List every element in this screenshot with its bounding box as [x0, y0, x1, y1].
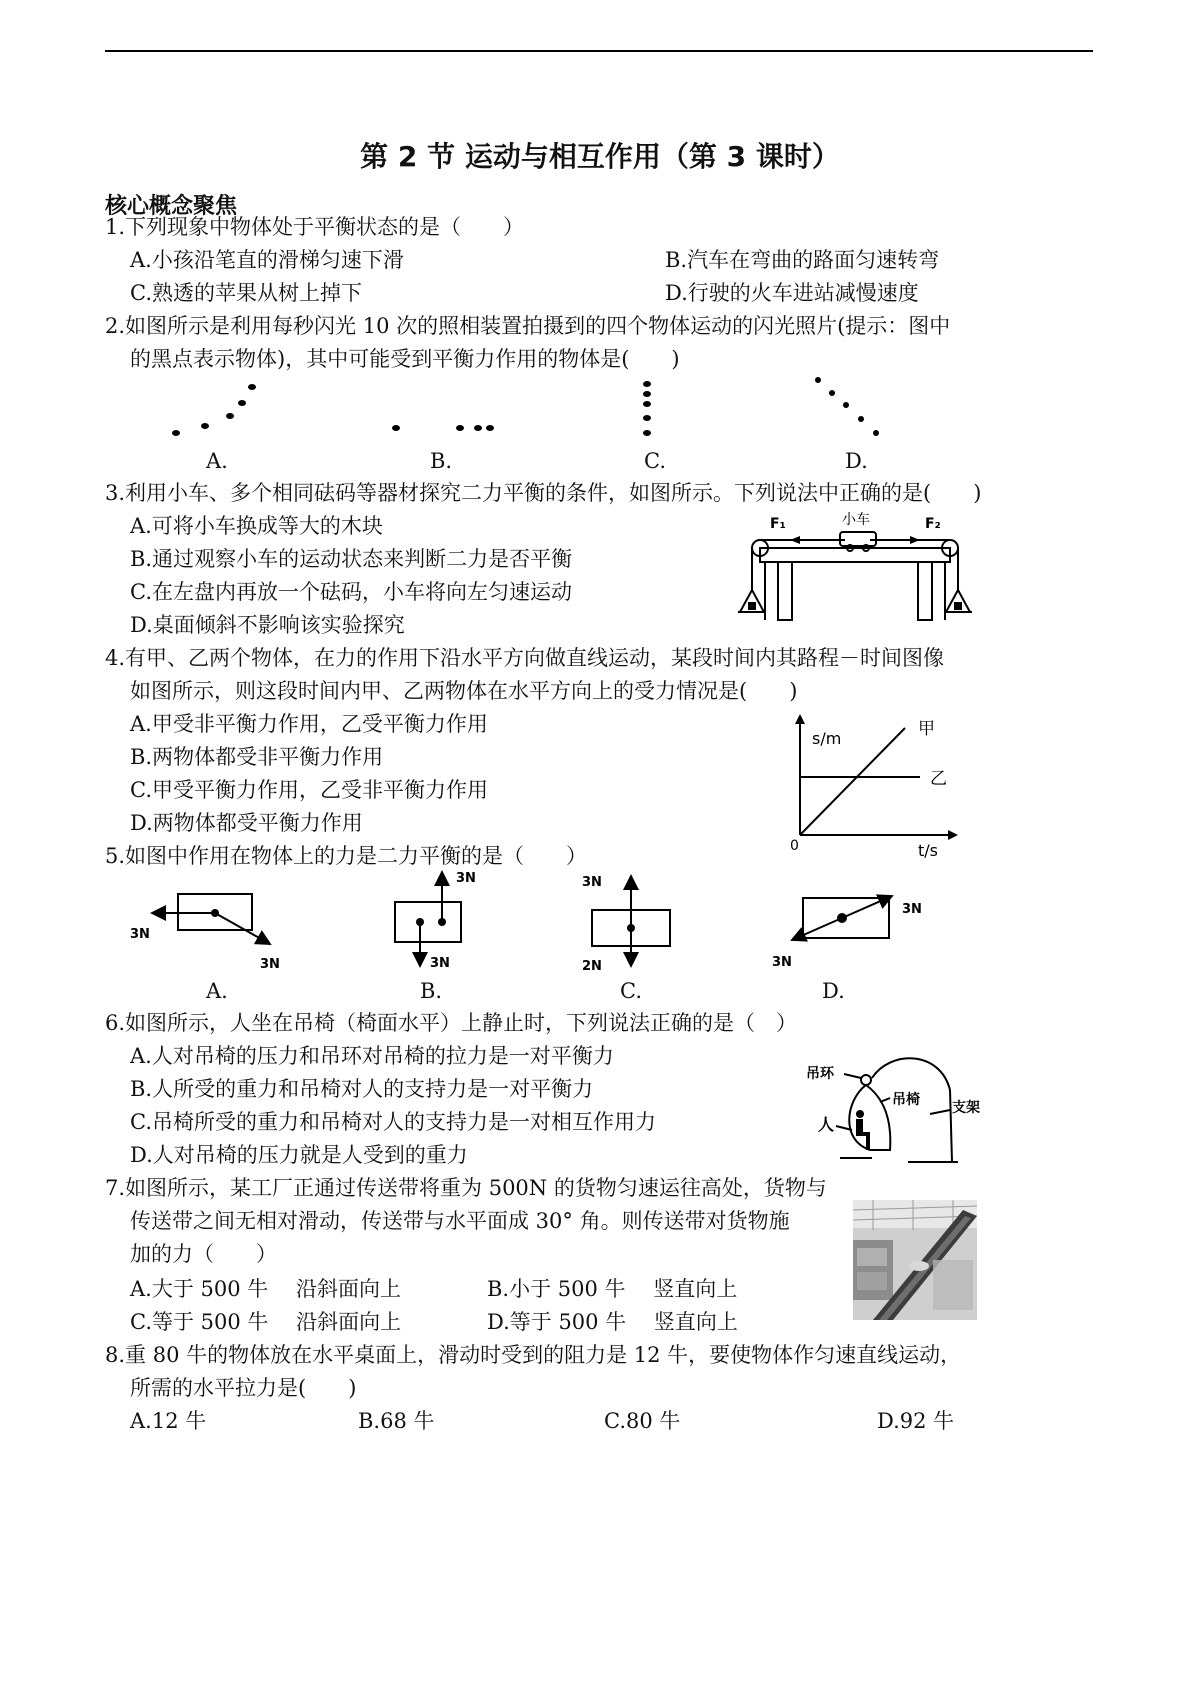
q7-stem-line2: 传送带之间无相对滑动，传送带与水平面成 30° 角。则传送带对货物施: [130, 1209, 790, 1233]
q6-option-d: D.人对吊椅的压力就是人受到的重力: [130, 1143, 468, 1167]
q4-ylabel: s/m: [812, 729, 842, 748]
q8-stem-line1: 8.重 80 牛的物体放在水平桌面上，滑动时受到的阻力是 12 牛，要使物体作匀速直线运动，: [105, 1343, 962, 1367]
q5-c-force2: 2N: [582, 959, 602, 974]
q4-jia-label: 甲: [918, 719, 935, 739]
q7-option-d: D.等于 500 牛 竖直向上: [487, 1310, 738, 1334]
q7-stem-line1: 7.如图所示，某工厂正通过传送带将重为 500N 的货物匀速运往高处，货物与: [105, 1176, 827, 1200]
q5-force-diagrams: [120, 866, 950, 976]
q1-option-d: D.行驶的火车进站减慢速度: [665, 281, 919, 305]
q8-option-c: C.80 牛: [604, 1409, 681, 1433]
q1-option-a: A.小孩沿笔直的滑梯匀速下滑: [130, 248, 404, 272]
q8-option-b: B.68 牛: [358, 1409, 435, 1433]
page-title: 第 2 节 运动与相互作用（第 3 课时）: [360, 140, 840, 173]
q4-origin: 0: [790, 838, 799, 854]
q4-option-b: B.两物体都受非平衡力作用: [130, 745, 384, 769]
top-rule: [105, 50, 1093, 52]
q7-stem-line3: 加的力（ ）: [130, 1242, 277, 1266]
q1-option-c: C.熟透的苹果从树上掉下: [130, 281, 362, 305]
q7-option-c: C.等于 500 牛 沿斜面向上: [130, 1310, 402, 1334]
q6-option-b: B.人所受的重力和吊椅对人的支持力是一对平衡力: [130, 1077, 594, 1101]
q5-diagram-b: [395, 872, 461, 966]
q3-option-d: D.桌面倾斜不影响该实验探究: [130, 613, 405, 637]
q6-hanging-chair-figure: [800, 1050, 1010, 1170]
q1-option-b: B.汽车在弯曲的路面匀速转弯: [665, 248, 940, 272]
q7-option-b: B.小于 500 牛 竖直向上: [487, 1277, 738, 1301]
q6-option-c: C.吊椅所受的重力和吊椅对人的支持力是一对相互作用力: [130, 1110, 656, 1134]
q5-label-b: B.: [420, 979, 443, 1003]
q5-a-force2: 3N: [260, 957, 280, 972]
q3-f2-label: F₂: [925, 516, 941, 532]
q5-b-force1: 3N: [456, 871, 476, 886]
q2-label-a: A.: [206, 449, 228, 473]
q2-figure-d: [815, 377, 879, 436]
q4-yi-label: 乙: [930, 769, 947, 789]
q2-label-b: B.: [430, 449, 453, 473]
q3-cart-apparatus-figure: [730, 508, 980, 628]
section-heading: 核心概念聚焦: [105, 194, 238, 219]
q5-diagram-a: [152, 894, 270, 944]
q5-diagram-c: [592, 876, 670, 966]
q3-stem: 3.利用小车、多个相同砝码等器材探究二力平衡的条件，如图所示。下列说法中正确的是( ): [105, 481, 982, 505]
q5-d-force2: 3N: [772, 955, 792, 970]
q6-person-label: 人: [818, 1115, 835, 1134]
q2-dot-figures: [150, 372, 900, 442]
q2-label-d: D.: [845, 449, 868, 473]
q5-b-force2: 3N: [430, 956, 450, 971]
q3-f1-label: F₁: [770, 516, 786, 532]
q6-ring-label: 吊环: [806, 1066, 834, 1082]
q4-option-c: C.甲受平衡力作用，乙受非平衡力作用: [130, 778, 488, 802]
q5-label-a: A.: [206, 979, 228, 1003]
q3-cart-label: 小车: [842, 512, 870, 528]
q1-stem: 1.下列现象中物体处于平衡状态的是（ ）: [105, 215, 525, 239]
q5-label-d: D.: [822, 979, 845, 1003]
q4-xlabel: t/s: [918, 841, 938, 860]
q4-option-d: D.两物体都受平衡力作用: [130, 811, 363, 835]
q2-figure-c: [643, 381, 651, 436]
q6-chair-label: 吊椅: [892, 1092, 920, 1108]
q5-a-force1: 3N: [130, 927, 150, 942]
q5-d-force1: 3N: [902, 902, 922, 917]
q2-stem-line2: 的黑点表示物体)，其中可能受到平衡力作用的物体是( ): [130, 347, 680, 371]
q8-stem-line2: 所需的水平拉力是( ): [130, 1376, 357, 1400]
q6-stem: 6.如图所示，人坐在吊椅（椅面水平）上静止时，下列说法正确的是（ ）: [105, 1011, 798, 1035]
q8-option-d: D.92 牛: [877, 1409, 955, 1433]
q2-label-c: C.: [644, 449, 666, 473]
q4-stem-line1: 4.有甲、乙两个物体，在力的作用下沿水平方向做直线运动，某段时间内其路程－时间图像: [105, 646, 945, 670]
q5-c-force1: 3N: [582, 875, 602, 890]
q7-conveyor-photo: [853, 1200, 977, 1320]
q5-label-c: C.: [620, 979, 642, 1003]
q3-option-b: B.通过观察小车的运动状态来判断二力是否平衡: [130, 547, 573, 571]
q4-stem-line2: 如图所示，则这段时间内甲、乙两物体在水平方向上的受力情况是( ): [130, 679, 798, 703]
q4-option-a: A.甲受非平衡力作用，乙受平衡力作用: [130, 712, 488, 736]
q8-option-a: A.12 牛: [130, 1409, 207, 1433]
q7-option-a: A.大于 500 牛 沿斜面向上: [130, 1277, 401, 1301]
q2-figure-b: [392, 425, 494, 431]
q6-option-a: A.人对吊椅的压力和吊环对吊椅的拉力是一对平衡力: [130, 1044, 614, 1068]
q2-stem-line1: 2.如图所示是利用每秒闪光 10 次的照相装置拍摄到的四个物体运动的闪光照片(提示：图中: [105, 314, 951, 338]
q4-distance-time-graph: [780, 710, 980, 860]
q3-option-c: C.在左盘内再放一个砝码，小车将向左匀速运动: [130, 580, 572, 604]
q2-figure-a: [172, 384, 256, 436]
q3-option-a: A.可将小车换成等大的木块: [130, 514, 383, 538]
q5-stem: 5.如图中作用在物体上的力是二力平衡的是（ ）: [105, 844, 588, 868]
q6-stand-label: 支架: [952, 1100, 980, 1116]
